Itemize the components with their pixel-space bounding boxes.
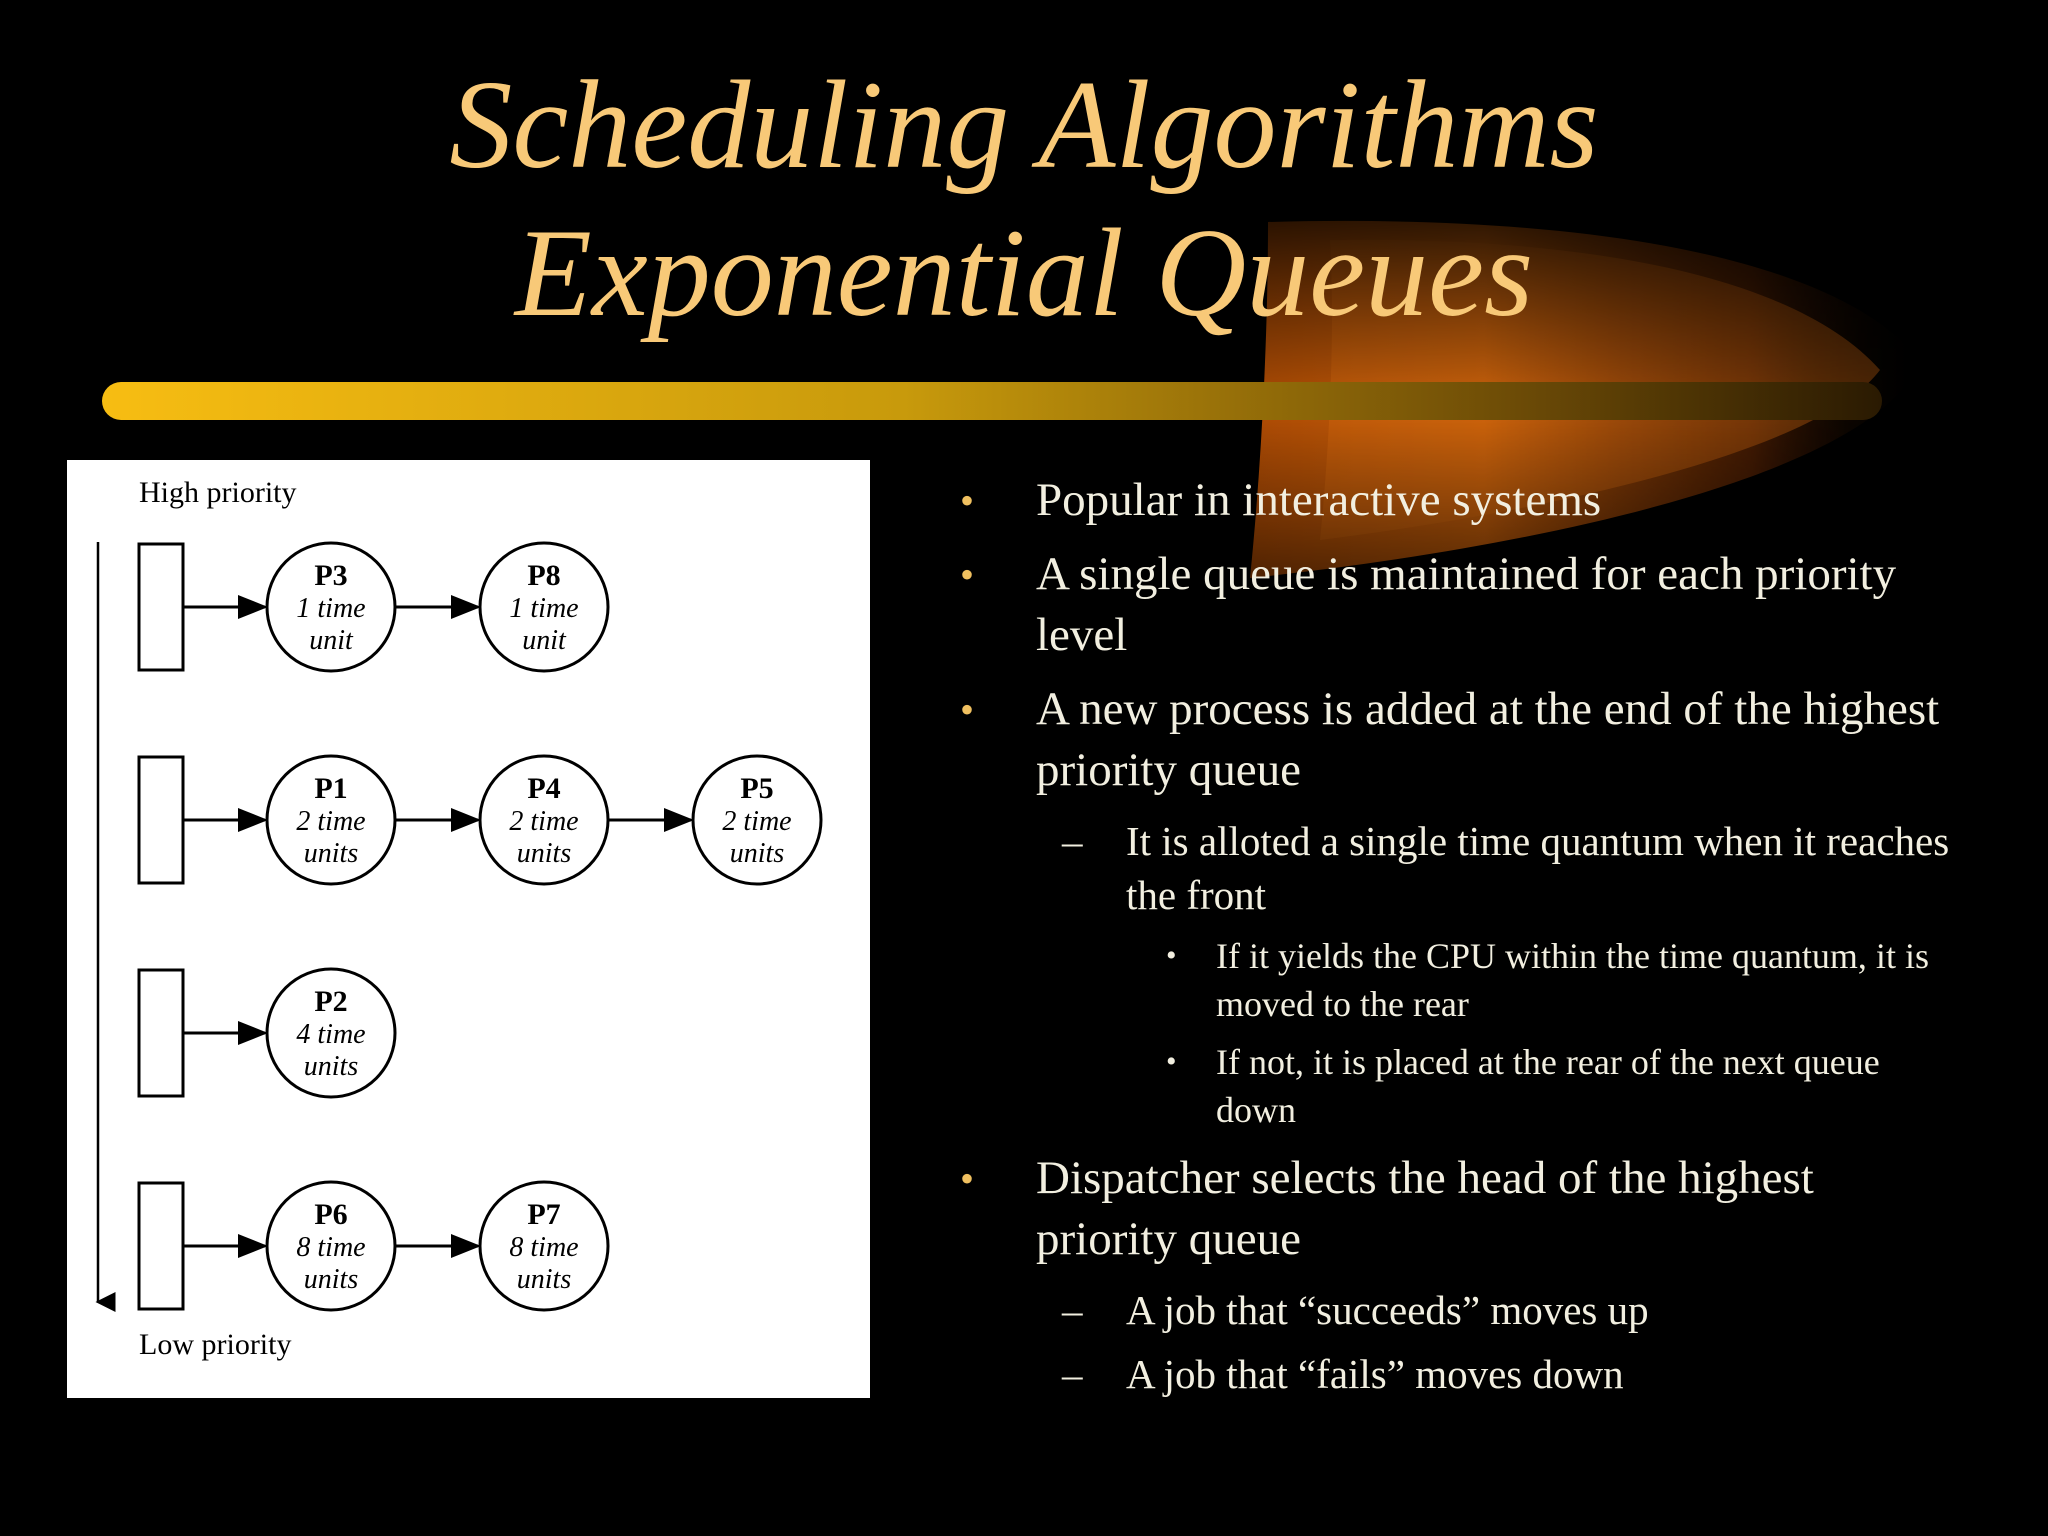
bullet-text: A new process is added at the end of the highest priority queue (1036, 683, 1940, 796)
process-name: P7 (527, 1198, 561, 1231)
bullet-item-level-1 (960, 1148, 1960, 1270)
process-name: P8 (527, 559, 561, 592)
bullet-text: A job that “fails” moves down (1126, 1351, 1624, 1397)
dash-marker: – (1062, 1351, 1083, 1397)
process-time-line-2: unit (522, 625, 566, 656)
process-time-line-1: 2 time (509, 806, 579, 837)
bullet-text: It is alloted a single time quantum when it reaches the front (1126, 818, 1950, 918)
bullet-marker: • (960, 478, 975, 523)
process-name: P5 (740, 772, 774, 805)
process-time-line-2: units (516, 1264, 572, 1295)
bullet-text: A single queue is maintained for each priority level (1036, 548, 1897, 661)
bullet-list (960, 470, 1960, 1411)
dash-marker: – (1062, 818, 1083, 864)
queue-head-box (139, 544, 183, 670)
title-line-2: Exponential Queues (514, 204, 1534, 343)
bullet-item-level-2 (960, 1347, 1960, 1401)
high-priority-label: High priority (139, 476, 297, 509)
process-name: P3 (314, 559, 348, 592)
process-name: P6 (314, 1198, 348, 1231)
process-time-line-2: units (303, 1264, 359, 1295)
bullet-marker: • (960, 687, 975, 732)
bullet-text: If it yields the CPU within the time quantum, it is moved to the rear (1216, 936, 1929, 1024)
queue-row (139, 543, 608, 671)
process-name: P2 (314, 985, 348, 1018)
process-time-line-1: 1 time (296, 593, 366, 624)
bullet-item-level-3 (960, 1038, 1960, 1134)
queue-diagram (67, 460, 870, 1398)
bullet-item-level-1 (960, 470, 1960, 531)
process-time-line-1: 1 time (509, 593, 579, 624)
process-time-line-2: units (303, 1051, 359, 1082)
bullet-text: A job that “succeeds” moves up (1126, 1287, 1649, 1333)
queue-head-box (139, 970, 183, 1096)
bullet-marker: • (1166, 939, 1177, 972)
low-priority-label: Low priority (139, 1328, 292, 1361)
process-time-line-2: units (303, 838, 359, 869)
bullet-item-level-2 (960, 1283, 1960, 1337)
bullet-marker: • (1166, 1045, 1177, 1078)
process-time-line-1: 2 time (296, 806, 366, 837)
queue-head-box (139, 1183, 183, 1309)
queue-row (139, 1182, 608, 1310)
bullet-marker: • (960, 1156, 975, 1201)
queue-diagram-svg (67, 460, 870, 1398)
bullet-text: Popular in interactive systems (1036, 474, 1602, 526)
bullet-item-level-1 (960, 544, 1960, 666)
process-time-line-2: units (516, 838, 572, 869)
queue-head-box (139, 757, 183, 883)
process-time-line-1: 2 time (722, 806, 792, 837)
queues-layer (139, 543, 821, 1310)
slide-title (0, 52, 2048, 348)
process-time-line-2: unit (309, 625, 353, 656)
process-time-line-2: units (729, 838, 785, 869)
dash-marker: – (1062, 1287, 1083, 1333)
process-time-line-1: 8 time (296, 1232, 366, 1263)
accent-bar (102, 382, 1882, 420)
process-time-line-1: 8 time (509, 1232, 579, 1263)
title-line-1: Scheduling Algorithms (449, 56, 1599, 195)
bullet-text: If not, it is placed at the rear of the next queue down (1216, 1042, 1880, 1130)
process-time-line-1: 4 time (296, 1019, 366, 1050)
queue-row (139, 969, 395, 1097)
bullet-item-level-3 (960, 932, 1960, 1028)
process-name: P1 (314, 772, 348, 805)
queue-row (139, 756, 821, 884)
bullet-item-level-2 (960, 814, 1960, 922)
bullet-marker: • (960, 552, 975, 597)
process-name: P4 (527, 772, 561, 805)
bullet-text: Dispatcher selects the head of the highest priority queue (1036, 1152, 1814, 1265)
bullet-item-level-1 (960, 679, 1960, 801)
